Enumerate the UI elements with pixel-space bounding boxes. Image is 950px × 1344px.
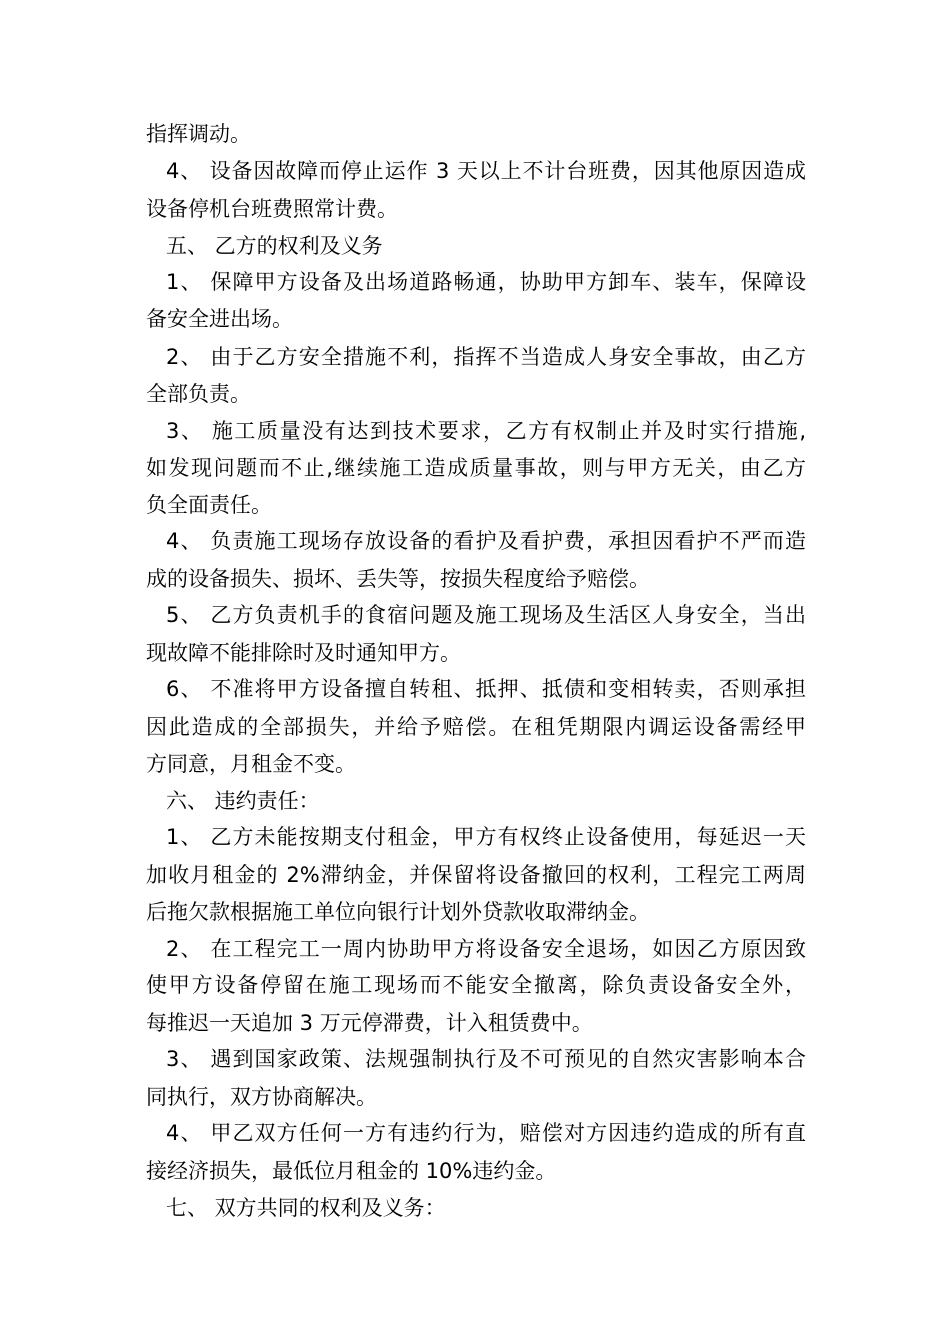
text-line-16: 6、 不准将甲方设备擅自转租、抵押、抵债和变相转卖，否则承担 <box>166 677 806 701</box>
text-line-12: 4、 负责施工现场存放设备的看护及看护费，承担因看护不严而造 <box>166 529 806 553</box>
text-line-24: 使甲方设备停留在施工现场而不能安全撤离，除负责设备安全外， <box>146 973 806 997</box>
text-line-3: 设备停机台班费照常计费。 <box>146 197 398 221</box>
text-line-18: 方同意，月租金不变。 <box>146 752 356 776</box>
section-heading-6: 六、 违约责任： <box>166 789 320 813</box>
section-heading-7: 七、 双方共同的权利及义务： <box>166 1196 446 1220</box>
text-line-14: 5、 乙方负责机手的食宿问题及施工现场及生活区人身安全，当出 <box>166 603 806 627</box>
text-line-10: 如发现问题而不止,继续施工造成质量事故，则与甲方无关，由乙方 <box>146 456 806 480</box>
text-line-1: 指挥调动。 <box>146 122 251 146</box>
text-line-7: 2、 由于乙方安全措施不利，指挥不当造成人身安全事故，由乙方 <box>166 345 806 369</box>
text-line-5: 1、 保障甲方设备及出场道路畅通，协助甲方卸车、装车，保障设 <box>166 270 806 294</box>
text-line-2: 4、 设备因故障而停止运作 3 天以上不计台班费，因其他原因造成 <box>166 159 806 183</box>
text-line-9: 3、 施工质量没有达到技术要求，乙方有权制止并及时实行措施, <box>166 419 806 443</box>
text-line-11: 负全面责任。 <box>146 493 272 517</box>
section-heading-5: 五、 乙方的权利及义务 <box>166 234 383 258</box>
text-line-27: 同执行，双方协商解决。 <box>146 1085 377 1109</box>
text-line-25: 每推迟一天追加 3 万元停滞费，计入租赁费中。 <box>146 1011 593 1035</box>
text-line-17: 因此造成的全部损失，并给予赔偿。在租凭期限内调运设备需经甲 <box>146 715 806 739</box>
text-line-20: 1、 乙方未能按期支付租金，甲方有权终止设备使用，每延迟一天 <box>166 825 806 849</box>
text-line-26: 3、 遇到国家政策、法规强制执行及不可预见的自然灾害影响本合 <box>166 1047 806 1071</box>
text-line-22: 后拖欠款根据施工单位向银行计划外贷款收取滞纳金。 <box>146 900 650 924</box>
text-line-21: 加收月租金的 2%滞纳金，并保留将设备撤回的权利，工程完工两周 <box>146 863 806 887</box>
text-line-29: 接经济损失，最低位月租金的 10%违约金。 <box>146 1159 557 1183</box>
text-line-13: 成的设备损失、损坏、丢失等，按损失程度给予赔偿。 <box>146 567 650 591</box>
text-line-28: 4、 甲乙双方任何一方有违约行为，赔偿对方因违约造成的所有直 <box>166 1121 806 1145</box>
text-line-15: 现故障不能排除时及时通知甲方。 <box>146 641 461 665</box>
text-line-8: 全部负责。 <box>146 382 251 406</box>
text-line-23: 2、 在工程完工一周内协助甲方将设备安全退场，如因乙方原因致 <box>166 937 806 961</box>
text-line-6: 备安全进出场。 <box>146 307 293 331</box>
